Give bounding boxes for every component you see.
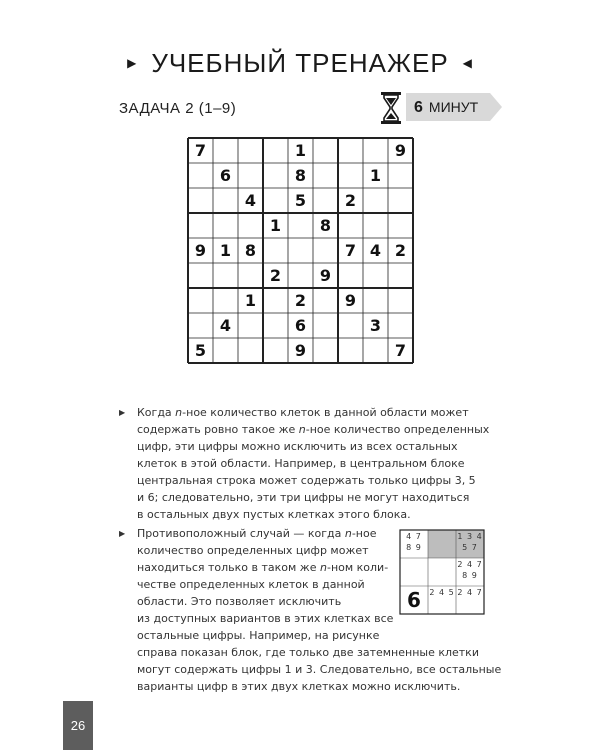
sudoku-cell bbox=[263, 238, 288, 263]
candidate-digits: 2 4 5 bbox=[429, 588, 455, 597]
sudoku-cell bbox=[188, 288, 213, 313]
sudoku-cell bbox=[213, 138, 238, 163]
sudoku-cell bbox=[388, 313, 413, 338]
candidate-digits: 4 7 8 9 bbox=[406, 532, 422, 552]
text-line: Противоположный случай — когда n-ное bbox=[137, 527, 377, 540]
sudoku-cell: 1 bbox=[219, 241, 232, 260]
sudoku-cell: 6 bbox=[294, 316, 307, 335]
sudoku-cell bbox=[263, 138, 288, 163]
sudoku-cell: 1 bbox=[369, 166, 382, 185]
given-digit: 6 bbox=[407, 588, 421, 612]
sudoku-cell bbox=[213, 288, 238, 313]
sudoku-cell: 9 bbox=[394, 141, 407, 160]
sudoku-cell bbox=[338, 163, 363, 188]
sudoku-cell bbox=[238, 213, 263, 238]
sudoku-cell bbox=[313, 338, 338, 363]
sudoku-cell bbox=[388, 188, 413, 213]
sudoku-cell: 6 bbox=[219, 166, 232, 185]
sudoku-cell: 9 bbox=[319, 266, 332, 285]
candidate-digits: 2 4 7 bbox=[457, 588, 483, 597]
sudoku-cell bbox=[338, 313, 363, 338]
text-line: находиться только в таком же n-ном коли- bbox=[137, 561, 389, 574]
timer-text bbox=[414, 99, 478, 117]
sudoku-cell: 4 bbox=[219, 316, 232, 335]
sudoku-cell bbox=[238, 263, 263, 288]
sudoku-cell bbox=[338, 138, 363, 163]
sudoku-cell: 5 bbox=[194, 341, 207, 360]
text-line: центральная строка может содержать только цифры 3, 5 bbox=[137, 474, 476, 487]
sudoku-cell bbox=[288, 213, 313, 238]
sudoku-cell bbox=[213, 188, 238, 213]
timer-unit: МИНУТ bbox=[428, 99, 479, 115]
sudoku-cell: 7 bbox=[194, 141, 207, 160]
sudoku-cell bbox=[363, 288, 388, 313]
text-line: клеток в этой области. Например, в центральном блоке bbox=[137, 457, 465, 470]
text-line: честве определенных клеток в данной bbox=[137, 578, 365, 591]
sudoku-cell: 1 bbox=[269, 216, 282, 235]
sudoku-cell: 1 bbox=[244, 291, 257, 310]
sudoku-cell bbox=[313, 163, 338, 188]
sudoku-cell: 1 bbox=[294, 141, 307, 160]
sudoku-cell bbox=[313, 288, 338, 313]
text-line: варианты цифр в этих двух клетках можно исключить. bbox=[137, 680, 461, 693]
sudoku-cell: 9 bbox=[344, 291, 357, 310]
sudoku-cell: 2 bbox=[394, 241, 407, 260]
sudoku-cell: 9 bbox=[294, 341, 307, 360]
sudoku-cell bbox=[263, 188, 288, 213]
sudoku-cell bbox=[263, 163, 288, 188]
bullet-text bbox=[137, 404, 489, 523]
sudoku-cell bbox=[188, 263, 213, 288]
sudoku-cell: 8 bbox=[244, 241, 257, 260]
sudoku-cell bbox=[388, 163, 413, 188]
sudoku-cell bbox=[363, 263, 388, 288]
sudoku-cell bbox=[313, 238, 338, 263]
sudoku-cell: 8 bbox=[319, 216, 332, 235]
sudoku-cell bbox=[338, 213, 363, 238]
sudoku-cell: 7 bbox=[394, 341, 407, 360]
block-lines bbox=[400, 530, 484, 614]
sudoku-cell: 4 bbox=[244, 191, 257, 210]
text-line: остальные цифры. Например, на рисунке bbox=[137, 629, 380, 642]
triangle-right-icon: ▶ bbox=[127, 56, 138, 71]
title-text: УЧЕБНЫЙ ТРЕНАЖЕР bbox=[151, 48, 449, 78]
sudoku-cell: 9 bbox=[194, 241, 207, 260]
sudoku-cell: 5 bbox=[294, 191, 307, 210]
sudoku-cell: 8 bbox=[294, 166, 307, 185]
sudoku-cell: 2 bbox=[294, 291, 307, 310]
sudoku-cell bbox=[238, 338, 263, 363]
sudoku-cell bbox=[388, 288, 413, 313]
sudoku-cell bbox=[313, 313, 338, 338]
sudoku-cell bbox=[213, 338, 238, 363]
sudoku-cell bbox=[263, 338, 288, 363]
sudoku-cell bbox=[263, 313, 288, 338]
sudoku-cell: 4 bbox=[369, 241, 382, 260]
text-line: и 6; следовательно, эти три цифры не могут находиться bbox=[137, 491, 470, 504]
sudoku-cell bbox=[388, 213, 413, 238]
sudoku-cell bbox=[188, 188, 213, 213]
bullet-icon: ▶ bbox=[119, 408, 126, 417]
sudoku-cell bbox=[288, 263, 313, 288]
sudoku-cell bbox=[188, 213, 213, 238]
sudoku-cell: 3 bbox=[369, 316, 382, 335]
sudoku-cell bbox=[313, 188, 338, 213]
sudoku-cell bbox=[238, 313, 263, 338]
sudoku-cell bbox=[238, 163, 263, 188]
sudoku-cell bbox=[363, 213, 388, 238]
triangle-left-icon: ◀ bbox=[462, 56, 473, 71]
task-label: ЗАДАЧА 2 (1–9) bbox=[119, 100, 237, 117]
text-line: в остальных двух пустых клетках этого блока. bbox=[137, 508, 411, 521]
text-line: цифр, эти цифры можно исключить из всех остальных bbox=[137, 440, 458, 453]
sudoku-cell bbox=[388, 263, 413, 288]
sudoku-cell bbox=[213, 213, 238, 238]
bullet-item bbox=[119, 404, 489, 523]
candidate-digits: 2 4 7 8 9 bbox=[457, 560, 483, 580]
text-line: количество определенных цифр может bbox=[137, 544, 369, 557]
sudoku-cell bbox=[338, 338, 363, 363]
sudoku-cell bbox=[288, 238, 313, 263]
hourglass-icon bbox=[380, 92, 402, 124]
sudoku-cell: 2 bbox=[344, 191, 357, 210]
sudoku-cell bbox=[363, 188, 388, 213]
sudoku-cell bbox=[363, 138, 388, 163]
text-line: из доступных вариантов в этих клетках все bbox=[137, 612, 394, 625]
candidate-digits: 1 3 4 5 7 bbox=[457, 532, 483, 552]
sudoku-cell bbox=[213, 263, 238, 288]
text-line: могут содержать цифры 1 и 3. Следовательно, все остальные bbox=[137, 663, 502, 676]
text-line: области. Это позволяет исключить bbox=[137, 595, 342, 608]
text-line: Когда n-ное количество клеток в данной области может bbox=[137, 406, 469, 419]
timer-value: 6 bbox=[414, 99, 423, 116]
sudoku-cell bbox=[238, 138, 263, 163]
sudoku-cell bbox=[188, 163, 213, 188]
sudoku-cell: 2 bbox=[269, 266, 282, 285]
sudoku-cell bbox=[338, 263, 363, 288]
bullet-icon: ▶ bbox=[119, 529, 126, 538]
sudoku-cell bbox=[188, 313, 213, 338]
text-line: содержать ровно такое же n-ное количество определенных bbox=[137, 423, 490, 436]
block-border bbox=[400, 530, 484, 614]
sudoku-cell bbox=[363, 338, 388, 363]
sudoku-cell bbox=[313, 138, 338, 163]
page-title bbox=[0, 48, 600, 79]
example-block bbox=[400, 530, 484, 614]
sudoku-grid bbox=[188, 138, 413, 363]
page-number: 26 bbox=[63, 701, 93, 750]
text-line: справа показан блок, где только две затемненные клетки bbox=[137, 646, 479, 659]
sudoku-cell: 7 bbox=[344, 241, 357, 260]
sudoku-cell bbox=[263, 288, 288, 313]
